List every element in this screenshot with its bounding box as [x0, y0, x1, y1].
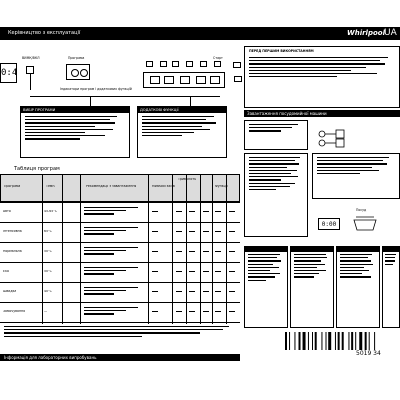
connector-v1: [90, 96, 91, 106]
table-row-temp: —: [44, 310, 48, 313]
power-label: ВИМК/ВКЛ: [22, 56, 40, 60]
lab-info-caption: Інформація для лабораторних випробувань: [4, 355, 97, 360]
table-row-temp: 40°C: [44, 290, 52, 293]
display-digits: 0:4: [1, 68, 18, 78]
program-button-4[interactable]: [196, 76, 206, 84]
first-use-block: [244, 46, 400, 108]
extra-functions-box: [137, 106, 227, 158]
indicator-6-icon: [214, 61, 221, 67]
col-header-options: Функції: [215, 185, 228, 188]
lang-code: UA: [384, 28, 397, 38]
loading-block-middle: [244, 153, 308, 237]
barcode-number: 5019 34: [356, 350, 381, 357]
col-header-description: Рекомендації з завантаження: [86, 185, 137, 188]
rack-diagram-icon: [316, 128, 356, 148]
brand-logo: Whirlpool: [347, 28, 385, 37]
counter-display: [318, 218, 340, 230]
guide-title: Керівництво з експлуатації: [8, 30, 81, 36]
table-row-temp: 65°C: [44, 230, 52, 233]
program-select-label: Програма: [68, 56, 85, 60]
connector-v2: [190, 96, 191, 106]
program-choice-title: ВИБІР ПРОГРАМИ: [21, 107, 129, 113]
indicator-1-icon: [146, 61, 153, 67]
loading-section-title: Завантаження посудомийної машини: [247, 111, 327, 116]
indicator-5-icon: [200, 61, 207, 67]
program-choice-box: [20, 106, 130, 158]
power-arrow-line: [30, 74, 31, 90]
table-row-temp: 50°C: [44, 270, 52, 273]
indicator-4-icon: [186, 61, 193, 67]
info-box-1: [244, 246, 288, 328]
barcode: [284, 332, 400, 350]
indicator-3-icon: [172, 61, 179, 67]
start-label: Старт: [213, 56, 223, 60]
program-table: [0, 168, 240, 350]
extra-functions-title: ДОДАТКОВІ ФУНКЦІЇ: [138, 107, 226, 113]
loading-block-right: [312, 153, 400, 199]
col-header-temp: Темп.: [46, 185, 56, 188]
table-row-program: Нормальна: [3, 250, 22, 253]
connector-h: [30, 96, 220, 97]
table-row-temp: 50°C: [44, 250, 52, 253]
col-header-duration: Тривалість: [178, 178, 197, 181]
program-button-2[interactable]: [164, 76, 174, 84]
table-row-program: Інтенсивна: [3, 230, 22, 233]
loading-block-top: [244, 120, 308, 150]
info-box-4: [382, 246, 400, 328]
program-selector[interactable]: [66, 64, 90, 80]
program-table-title: Таблиця програм: [14, 166, 60, 172]
dish-label: Посуд: [356, 208, 367, 212]
table-row-temp: 45-65°C: [44, 210, 58, 213]
table-row-program: Швидка: [3, 290, 17, 293]
display-panel: [0, 63, 17, 83]
panel-caption: Індикатори програм і додаткових функцій: [60, 87, 132, 91]
program-button-1[interactable]: [150, 76, 160, 84]
table-row-program: Авто: [3, 210, 11, 213]
start-indicator-icon: [233, 62, 241, 68]
col-header-wash: Миючий засіб: [152, 185, 175, 188]
start-indicator-2-icon: [234, 76, 242, 82]
first-use-title: ПЕРЕД ПЕРШИМ ВИКОРИСТАННЯМ: [249, 49, 314, 53]
info-box-2: [290, 246, 334, 328]
dish-icon: [352, 214, 378, 232]
program-buttons-row[interactable]: [143, 72, 225, 88]
program-button-5[interactable]: [210, 76, 220, 84]
program-button-3[interactable]: [180, 76, 190, 84]
counter-digits: 0:00: [321, 221, 337, 228]
table-row-program: Замочування: [3, 310, 26, 313]
indicator-2-icon: [160, 61, 167, 67]
power-button[interactable]: [26, 66, 34, 74]
col-header-program: Програма: [4, 185, 21, 188]
table-row-program: Еко: [3, 270, 9, 273]
info-box-3: [336, 246, 380, 328]
